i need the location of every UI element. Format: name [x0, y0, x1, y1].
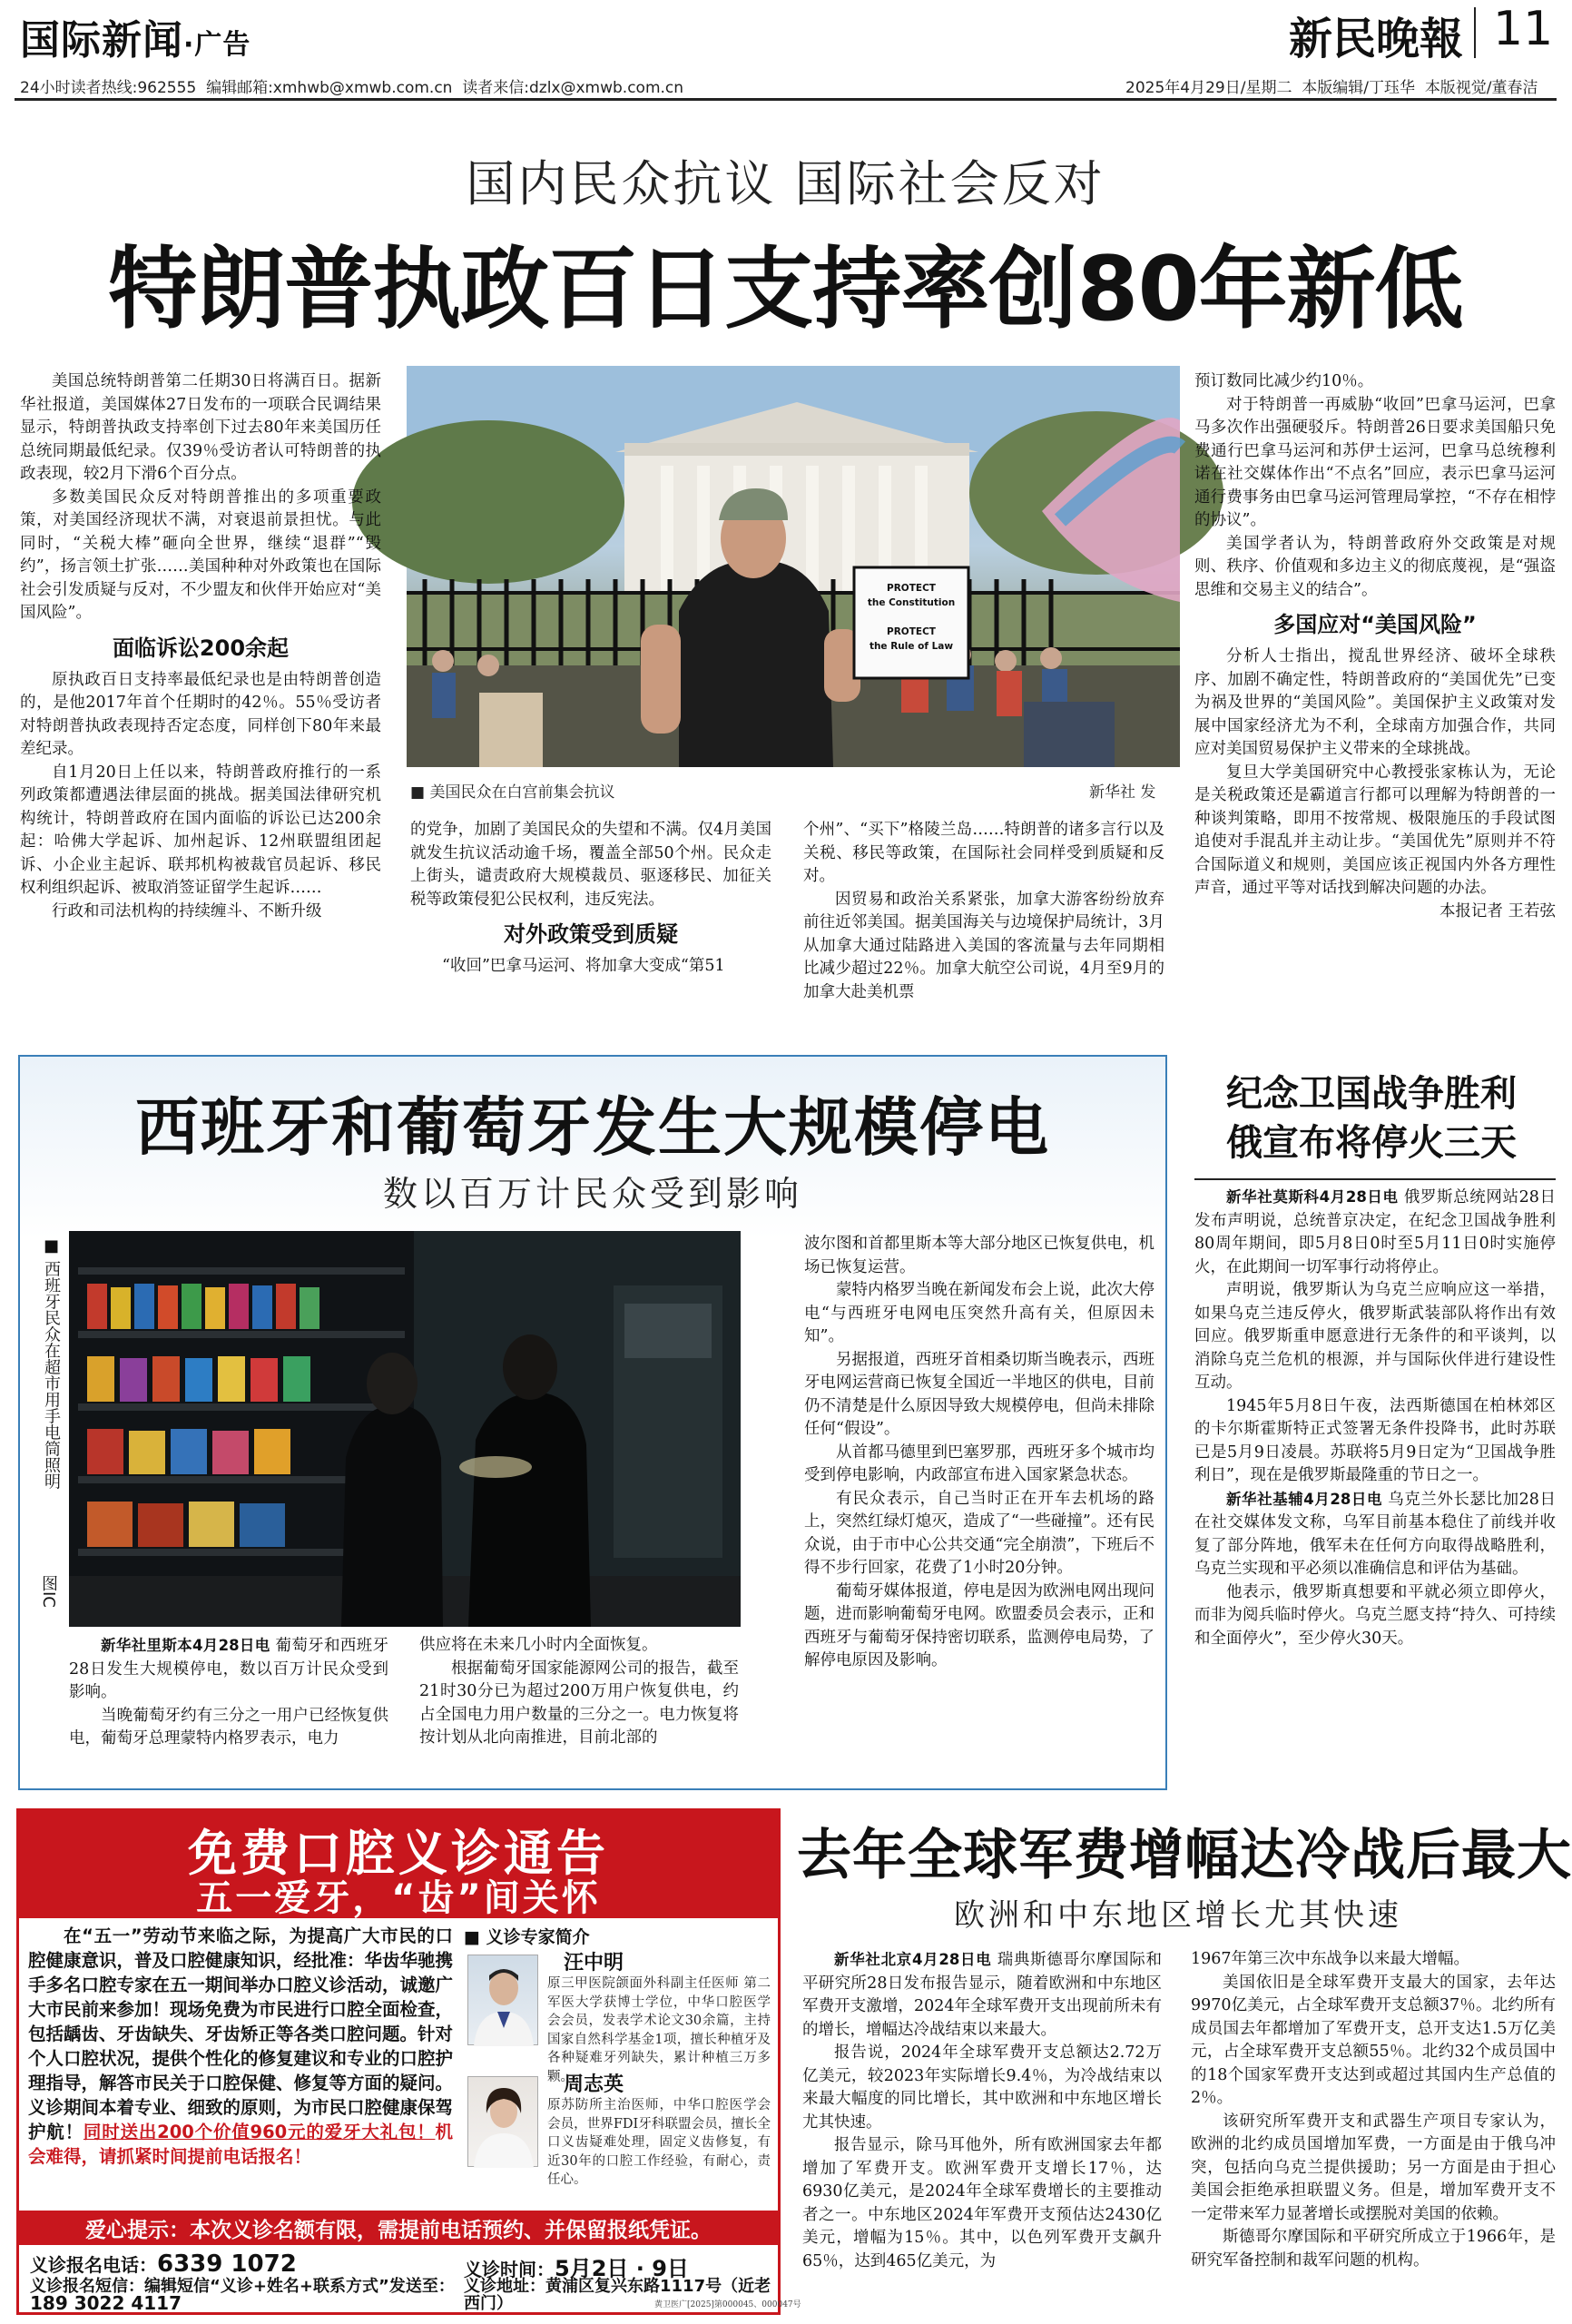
paragraph	[69, 1634, 388, 1705]
expert1-bio: 原三甲医院颌面外科副主任医师 第二军医大学获博士学位，中华口腔医学会会员，发表学术论文30余篇，主持国家自然科学基金1项，擅长种植牙及各种疑难牙列缺失，累计种植三万多颗。	[547, 1976, 771, 2084]
experts-title: ■ 义诊专家简介	[464, 1927, 590, 1947]
paragraph: 自1月20日上任以来，特朗普政府推行的一系列政策都遭遇法律层面的挑战。据美国法律研究机构统计，特朗普政府在国内面临的诉讼已达200余起：哈佛大学起诉、加州起诉、12州联盟组团起诉、小企业主起诉、联邦机构被裁官员起诉、移民权利组织起诉、被取消签证留学生起诉……	[20, 763, 381, 897]
subheading: 对外政策受到质疑	[504, 921, 678, 947]
paragraph: 当晚葡萄牙约有三分之一用户已经恢复供电，葡萄牙总理蒙特内格罗表示，电力	[69, 1706, 388, 1748]
header-divider	[1474, 7, 1476, 58]
paragraph: 1945年5月8日午夜，法西斯德国在柏林郊区的卡尔斯霍斯特正式签署无条件投降书，此时苏联已是5月9日凌晨。苏联将5月9日定为“卫国战争胜利日”，现在是俄罗斯最隆重的节日之一。	[1194, 1396, 1556, 1484]
paragraph	[802, 1948, 1162, 2042]
ad-body	[28, 1924, 453, 2203]
subheading: 面临诉讼200余起	[112, 635, 290, 661]
dateline: 新华社北京4月28日电	[834, 1951, 992, 1968]
ad-urge: 机会难得，请抓紧时间提前电话报名！	[28, 2122, 453, 2167]
addr-value: 黄浦区复兴东路1117号（近老西门）	[464, 2277, 771, 2313]
phone-label: 义诊报名电话：	[30, 2254, 157, 2276]
visual-editor: 本版视觉/董春洁	[1424, 79, 1538, 97]
sign-line3: PROTECT	[887, 626, 936, 637]
ad-slogan: 五一爱牙，“齿”间关怀	[196, 1877, 601, 1919]
ad-title: 免费口腔义诊通告	[188, 1825, 609, 1882]
sms-number: 189 3022 4117	[30, 2292, 182, 2314]
paragraph	[1194, 1488, 1556, 1581]
paragraph: 蒙特内格罗当晚在新闻发布会上说，此次大停电“与西班牙电网电压突然升高有关，但原因未知”。	[804, 1281, 1154, 1345]
ad-sms-row	[30, 2278, 457, 2312]
paragraph: 斯德哥尔摩国际和平研究所成立于1966年，是研究军备控制和裁军问题的机构。	[1191, 2228, 1556, 2270]
expert1-photo	[467, 1955, 538, 2045]
ad-highlight: 同时送出200个价值960元的爱牙大礼包！	[83, 2122, 436, 2142]
paragraph: 该研究所军费开支和武器生产项目专家认为，欧洲的北约成员国增加军费，一方面是由于俄乌冲突，包括向乌克兰提供援助；另一方面是由于担心美国会拒绝承担联盟义务。但是，增加军费开支不一定带来军力显著增长或摆脱对美国的依赖。	[1191, 2112, 1556, 2223]
sign-line2: the Constitution	[867, 597, 956, 608]
paragraph: “收回”巴拿马运河、将加拿大变成“第51	[442, 957, 725, 975]
expert2-bio: 原苏防所主治医师，中华口腔医学会会员，世界FDI牙科联盟会员，擅长全口义齿疑难处理，固定义齿修复，有近30年的口腔工作经验，有耐心，责任心。	[547, 2098, 771, 2187]
story4-headline: 去年全球军费增幅达冷战后最大	[797, 1824, 1572, 1887]
paragraph: 预订数同比减少约10％。	[1194, 372, 1374, 390]
dark-supermarket-scene	[69, 1231, 741, 1627]
expert1-name: 汪中明	[564, 1952, 624, 1974]
paragraph: 美国学者认为，特朗普政府外交政策是对规则、秩序、价值观和多边主义的彻底蔑视，是“强盗思维和交易主义的结合”。	[1194, 534, 1556, 599]
header-rule	[15, 98, 1557, 101]
story3-headline-line2: 俄宣布将停火三天	[1226, 1122, 1517, 1164]
paragraph: 另据报道，西班牙首相桑切斯当晚表示，西班牙电网运营商已恢复全国近一半地区的供电，目前仍不清楚是什么原因导致大规模停电，但尚未排除任何“假设”。	[804, 1350, 1154, 1438]
expert2-portrait	[468, 2077, 539, 2168]
paragraph: 多数美国民众反对特朗普推出的多项重要政策，对美国经济现状不满，对衰退前景担忧。与此同时，“关税大棒”砸向全世界，继续“退群”“毁约”，扬言领土扩张……美国种种对外政策也在国际社会引发质疑与反对，不少盟友和伙伴开始应对“美国风险”。	[20, 487, 381, 622]
story4-col2	[1191, 1948, 1556, 2315]
page-number: 11	[1493, 2, 1554, 56]
story2-caption	[34, 1236, 62, 1627]
paragraph: 报告显示，除马耳他外，所有欧洲国家去年都增加了军费开支。欧洲军费开支增长17％，达6930亿美元，是2024年全球军费增长的主要推动者之一。中东地区2024年军费开支预估达2430亿美元，增幅为15％。其中，以色列军费开支飙升65％，达到465亿美元，为	[802, 2136, 1162, 2270]
paragraph: 报告说，2024年全球军费开支总额达2.72万亿美元，较2023年实际增长9.4％，为冷战结束以来最大幅度的同比增长，其中欧洲和中东地区增长尤其快速。	[802, 2043, 1162, 2132]
section-suffix: ·广告	[183, 29, 251, 61]
story3-headline	[1185, 1069, 1557, 1167]
ad-notice: 爱心提示：本次义诊名额有限，需提前电话预约、并保留报纸凭证。	[85, 2219, 712, 2242]
paragraph-text: 乌克兰外长瑟比加28日在社交媒体发文称，乌军目前基本稳住了前线并收复了部分阵地，俄军未在任何方向取得战略胜利，乌克兰实现和平必须以准确信息和评估为基础。	[1194, 1490, 1556, 1578]
caption-bullet: ■	[42, 1236, 61, 1261]
time-label: 义诊时间：	[464, 2259, 555, 2280]
story4-subhead: 欧洲和中东地区增长尤其快速	[954, 1897, 1402, 1934]
editor-email: 编辑邮箱:xmhwb@xmwb.com.cn	[206, 79, 453, 97]
story1-col4	[1194, 370, 1556, 1033]
ad-body-text: 在“五一”劳动节来临之际，为提高广大市民的口腔健康意识，普及口腔健康知识，经批准：华齿华驰携手多名口腔专家在五一期间举办口腔义诊活动，诚邀广大市民前来参加！现场免费为市民进行口腔全面检查，包括龋齿、牙齿缺失、牙齿矫正等各类口腔问题。针对个人口腔状况，提供个性化的修复建议和专业的口腔护理指导，解答市民关于口腔保健、修复等方面的疑问。义诊期间本着专业、细致的原则，为市民口腔健康保驾护航！	[28, 1925, 454, 2142]
paragraph: 对于特朗普一再威胁“收回”巴拿马运河，巴拿马多次作出强硬驳斥。特朗普26日要求美国船只免费通行巴拿马运河和苏伊士运河，巴拿马总统穆利诺在社交媒体作出“不点名”回应，表示巴拿马运河通行费事务由巴拿马运河管理局掌控，“不存在相悖的协议”。	[1194, 395, 1556, 529]
reader-email: 读者来信:dzlx@xmwb.com.cn	[462, 79, 684, 97]
paragraph: 供应将在未来几小时内全面恢复。	[419, 1636, 658, 1654]
ad-phone-row	[30, 2250, 297, 2278]
time-value: 5月2日 · 9日	[555, 2256, 689, 2281]
subheading: 多国应对“美国风险”	[1273, 612, 1477, 637]
sign-line1: PROTECT	[887, 583, 936, 594]
story1-kicker: 国内民众抗议 国际社会反对	[466, 155, 1105, 212]
paragraph: 美国总统特朗普第二任期30日将满百日。据新华社报道，美国媒体27日发布的一项联合民调结果显示，特朗普执政支持率创下过去80年来美国历任总统同期最低纪录。仅39％受访者认可特朗普的执政表现，较2月下滑6个百分点。	[20, 372, 381, 483]
dental-ad	[16, 1808, 801, 2315]
paragraph: 声明说，俄罗斯认为乌克兰应响应这一举措，如果乌克兰违反停火，俄罗斯武装部队将作出有效回应。俄罗斯重申愿意进行无条件的和平谈判，以消除乌克兰危机的根源，并与国际伙伴进行建设性互动。	[1194, 1281, 1556, 1392]
paragraph: 美国依旧是全球军费开支最大的国家，去年达9970亿美元，占全球军费开支总额37％。北约所有成员国去年都增加了军费开支，总开支达1.5万亿美元，占全球军费开支总额55％。北约32个成员国中的18个国家军费开支达到或超过其国内生产总值的2％。	[1191, 1973, 1556, 2107]
paragraph: 从首都马德里到巴塞罗那，西班牙多个城市均受到停电影响，内政部宣布进入国家紧急状态。	[804, 1443, 1154, 1484]
hotline: 24小时读者热线:962555	[20, 79, 197, 97]
paragraph	[1194, 1186, 1556, 1279]
story2-photo-credit: 图IC	[39, 1575, 58, 1608]
paragraph-text: 俄罗斯总统网站28日发布声明说，总统普京决定，在纪念卫国战争胜利80周年期间，即5月8日0时至5月11日0时实施停火，在此期间一切军事行动将停止。	[1194, 1188, 1556, 1276]
story1-col3	[803, 819, 1164, 1042]
signature: 本报记者 王若弦	[1439, 901, 1556, 921]
editor: 本版编辑/丁珏华	[1302, 79, 1415, 97]
white-house-scene	[407, 366, 1180, 767]
paragraph: 葡萄牙媒体报道，停电是因为欧洲电网出现问题，进而影响葡萄牙电网。欧盟委员会表示，正和西班牙与葡萄牙保持密切联系，监测停电局势，了解停电原因及影响。	[804, 1581, 1154, 1669]
supermarket-photo	[69, 1231, 741, 1627]
story1-headline: 特朗普执政百日支持率创80年新低	[108, 238, 1463, 341]
date: 2025年4月29日/星期二	[1125, 79, 1292, 97]
story3-headline-line1: 纪念卫国战争胜利	[1226, 1073, 1517, 1115]
expert2-photo	[467, 2076, 538, 2167]
story2-col1	[69, 1634, 388, 1781]
paragraph: 因贸易和政治关系紧张，加拿大游客纷纷放弃前往近邻美国。据美国海关与边境保护局统计，3月从加拿大通过陆路进入美国的客流量与去年同期相比减少超过22％。加拿大航空公司说，4月至9月的加拿大赴美机票	[803, 890, 1164, 1001]
addr-label: 义诊地址：	[464, 2277, 545, 2296]
paragraph: 分析人士指出，搅乱世界经济、破坏全球秩序、加剧不确定性，特朗普政府的“美国优先”已变为祸及世界的“美国风险”。美国保护主义政策对发展中国家经济尤为不利，全球南方加强合作，共同应对美国贸易保护主义带来的全球挑战。	[1194, 647, 1556, 758]
paragraph: 原执政百日支持率最低纪录也是由特朗普创造的，是他2017年首个任期时的42％。55％受访者对特朗普执政表现持否定态度，同样创下80年来最差纪录。	[20, 670, 381, 758]
paragraph: 波尔图和首都里斯本等大部分地区已恢复供电，机场已恢复运营。	[804, 1235, 1154, 1276]
paragraph: 根据葡萄牙国家能源网公司的报告，截至21时30分已为超过200万用户恢复供电，约占全国电力用户数量的三分之一。电力恢复将按计划从北向南推进，目前北部的	[419, 1659, 739, 1747]
expert2-name: 周志英	[564, 2073, 624, 2096]
paragraph: 行政和司法机构的持续缠斗、不断升级	[52, 901, 322, 921]
story1-col2	[410, 819, 771, 1042]
sms-label: 义诊报名短信：编辑短信“义诊+姓名+联系方式”发送至：	[30, 2277, 455, 2296]
photo-credit: 新华社 发	[1089, 783, 1156, 802]
story3-rule	[1194, 1178, 1556, 1180]
section-name: 国际新闻	[20, 17, 183, 64]
story2-headline: 西班牙和葡萄牙发生大规模停电	[135, 1090, 1050, 1165]
paragraph: 个州”、“买下”格陵兰岛……特朗普的诸多言行以及关税、移民等政策，在国际社会同样受到质疑和反对。	[803, 821, 1164, 885]
paragraph-text: 瑞典斯德哥尔摩国际和平研究所28日发布报告显示，随着欧洲和中东地区军费开支激增，2024年全球军费开支出现前所未有的增长，增幅达冷战结束以来最大。	[802, 1951, 1162, 2039]
expert1-portrait	[468, 1955, 539, 2046]
protest-photo	[407, 366, 1180, 767]
story4-col1	[802, 1948, 1162, 2315]
ad-registration: 黄卫医广[2025]第000045、000047号	[654, 2300, 801, 2309]
section-title	[20, 7, 251, 65]
header-info-left	[20, 74, 683, 97]
paragraph: 1967年第三次中东战争以来最大增幅。	[1191, 1950, 1470, 1968]
paragraph-text: 葡萄牙和西班牙28日发生大规模停电，数以百万计民众受到影响。	[69, 1637, 388, 1701]
dateline: 新华社里斯本4月28日电	[101, 1637, 270, 1654]
dateline: 新华社莫斯科4月28日电	[1226, 1188, 1399, 1206]
paragraph: 有民众表示，自己当时正在开车去机场的路上，突然红绿灯熄灭，造成了“一些碰撞”。还有民众说，由于市中心公共交通“完全崩溃”，下班后不得不步行回家，花费了1小时20分钟。	[804, 1489, 1154, 1577]
paragraph: 他表示，俄罗斯真想要和平就必须立即停火，而非为阅兵临时停火。乌克兰愿支持“持久、可持续和全面停火”，至少停火30天。	[1194, 1582, 1556, 1648]
caption-text: 西班牙民众在超市用手电筒照明	[42, 1260, 61, 1490]
header-info-right	[1125, 74, 1538, 97]
paper-name: 新民晚報	[1289, 14, 1464, 64]
story2-subhead: 数以百万计民众受到影响	[382, 1174, 802, 1214]
story2-col3	[804, 1233, 1154, 1781]
story2-col2	[419, 1634, 739, 1781]
sign-line4: the Rule of Law	[869, 641, 954, 652]
story1-col1	[20, 370, 381, 1042]
story3-body	[1194, 1186, 1556, 1790]
paragraph: 复旦大学美国研究中心教授张家栋认为，无论是关税政策还是霸道言行都可以理解为特朗普的一种谈判策略，即用不按常规、极限施压的手段试图追使对手混乱并主动让步。“美国优先”原则并不符合国际道义和规则，美国应该正视国内外各方理性声音，通过平等对话找到解决问题的办法。	[1194, 763, 1556, 897]
paragraph: 的党争，加剧了美国民众的失望和不满。仅4月美国就发生抗议活动逾千场，覆盖全部50个州。民众走上街头，谴责政府大规模裁员、驱逐移民、加征关税等政策侵犯公民权利，违反宪法。	[410, 821, 771, 909]
phone-number: 6339 1072	[157, 2250, 297, 2278]
photo-caption: ■ 美国民众在白宫前集会抗议	[410, 783, 615, 802]
dateline: 新华社基辅4月28日电	[1226, 1490, 1383, 1508]
